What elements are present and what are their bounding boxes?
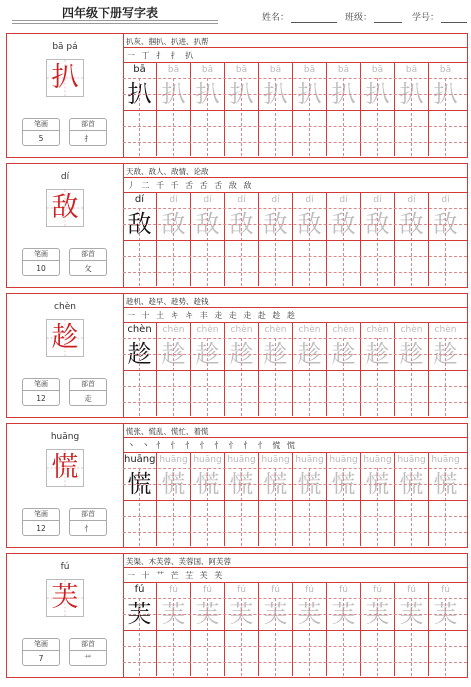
cell-char: 敌 — [195, 210, 220, 238]
cell-pinyin: dí — [305, 195, 314, 205]
char-display-box — [46, 449, 84, 487]
cell-pinyin: huāng — [124, 454, 156, 465]
char-display-box — [46, 319, 84, 357]
cell-pinyin: bā — [235, 65, 248, 75]
cell-char: 慌 — [127, 470, 152, 498]
cell-pinyin: chèn — [196, 325, 219, 335]
cell-char: 芙 — [263, 600, 288, 628]
char-section — [6, 553, 468, 678]
cell-pinyin: huāng — [227, 455, 256, 465]
grid-guide — [377, 78, 378, 156]
cell-char: 芙 — [399, 600, 424, 628]
grid-guide — [275, 468, 276, 546]
grid-guide — [123, 354, 467, 355]
grid-guide — [123, 516, 467, 517]
grid-guide — [123, 224, 467, 225]
cell-pinyin: bā — [337, 65, 350, 75]
cell-pinyin: dí — [134, 194, 145, 205]
grid-guide — [207, 468, 208, 546]
cell-pinyin: chèn — [434, 325, 457, 335]
cell-char: 趁 — [229, 340, 254, 368]
cell-pinyin: chèn — [366, 325, 389, 335]
grid-guide — [173, 468, 174, 546]
cell-char: 扒 — [263, 80, 288, 108]
grid-guide — [123, 484, 467, 485]
grid-guide — [139, 78, 140, 156]
grid-guide — [445, 468, 446, 546]
cell-pinyin: dí — [441, 195, 450, 205]
cell-pinyin: dí — [169, 195, 178, 205]
cell-char: 扒 — [161, 80, 186, 108]
radical: 扌 — [84, 134, 92, 143]
stroke-count-box: 笔画 5 — [22, 118, 60, 146]
grid-guide — [377, 468, 378, 546]
grid-guide — [139, 468, 140, 546]
cell-char: 扒 — [365, 80, 390, 108]
grid-guide — [377, 598, 378, 676]
radical-box: 部首 攵 — [69, 248, 107, 276]
grid-guide — [343, 208, 344, 286]
grid-guide — [123, 142, 467, 143]
row-divider — [123, 630, 467, 631]
grid-guide — [275, 78, 276, 156]
cell-char: 芙 — [365, 600, 390, 628]
grid-guide — [139, 598, 140, 676]
cell-pinyin: dí — [237, 195, 246, 205]
cell-char: 趁 — [297, 340, 322, 368]
grid-guide — [309, 78, 310, 156]
grid-guide — [123, 614, 467, 615]
grid-guide — [123, 256, 467, 257]
cell-char: 扒 — [297, 80, 322, 108]
grid-guide — [411, 338, 412, 416]
cell-char: 敌 — [127, 210, 152, 238]
cell-pinyin: huāng — [363, 455, 392, 465]
radical-box: 部首 忄 — [69, 508, 107, 536]
char-info-panel — [7, 34, 124, 157]
cell-pinyin: fú — [134, 584, 145, 595]
grid-guide — [445, 78, 446, 156]
cell-pinyin: huāng — [397, 455, 426, 465]
cell-char: 慌 — [229, 470, 254, 498]
grid-guide — [241, 208, 242, 286]
stroke-count: 7 — [38, 654, 44, 663]
radical: 攵 — [84, 264, 92, 273]
grid-guide — [207, 338, 208, 416]
cell-char: 趁 — [433, 340, 458, 368]
cell-char: 扒 — [331, 80, 356, 108]
practice-area — [123, 164, 467, 287]
grid-guide — [123, 662, 467, 663]
grid-guide — [309, 338, 310, 416]
cell-char: 芙 — [433, 600, 458, 628]
cell-pinyin: chèn — [298, 325, 321, 335]
cell-pinyin: fú — [203, 585, 212, 595]
grid-guide — [207, 78, 208, 156]
practice-area — [123, 294, 467, 417]
cell-char: 芙 — [229, 600, 254, 628]
grid-guide — [123, 78, 467, 79]
grid-guide — [275, 338, 276, 416]
grid-guide — [207, 598, 208, 676]
grid-guide — [123, 598, 467, 599]
cell-pinyin: fú — [271, 585, 280, 595]
grid-guide — [173, 598, 174, 676]
cell-pinyin: fú — [305, 585, 314, 595]
grid-guide — [343, 338, 344, 416]
char-info-panel — [7, 294, 124, 417]
cell-pinyin: fú — [407, 585, 416, 595]
cell-char: 敌 — [229, 210, 254, 238]
grid-guide — [275, 208, 276, 286]
stroke-count-box: 笔画 12 — [22, 378, 60, 406]
grid-guide — [275, 598, 276, 676]
words-divider — [123, 177, 467, 178]
grid-guide — [123, 532, 467, 533]
stroke-order: 一 十 艹 芒 芏 芙 芙 — [127, 571, 225, 580]
grid-guide — [139, 208, 140, 286]
cell-pinyin: huāng — [431, 455, 460, 465]
cell-char: 慌 — [263, 470, 288, 498]
words-divider — [123, 437, 467, 438]
grid-guide — [123, 338, 467, 339]
cell-pinyin: dí — [339, 195, 348, 205]
cell-pinyin: chèn — [127, 324, 152, 335]
cell-pinyin: fú — [339, 585, 348, 595]
grid-guide — [445, 598, 446, 676]
cell-pinyin: chèn — [400, 325, 423, 335]
stroke-count: 12 — [36, 524, 46, 533]
grid-guide — [309, 598, 310, 676]
char-display-box — [46, 579, 84, 617]
grid-guide — [445, 208, 446, 286]
words-divider — [123, 307, 467, 308]
cell-pinyin: bā — [371, 65, 384, 75]
cell-pinyin: fú — [441, 585, 450, 595]
cell-char: 芙 — [195, 600, 220, 628]
grid-guide — [241, 598, 242, 676]
practice-area — [123, 34, 467, 157]
cell-char: 敌 — [331, 210, 356, 238]
cell-pinyin: huāng — [329, 455, 358, 465]
cell-char: 慌 — [365, 470, 390, 498]
char-pinyin: huāng — [50, 432, 80, 442]
radical: 艹 — [84, 654, 92, 663]
char-section — [6, 163, 468, 288]
grid-guide — [123, 208, 467, 209]
cell-char: 敌 — [433, 210, 458, 238]
cell-pinyin: dí — [203, 195, 212, 205]
practice-area — [123, 554, 467, 677]
words-divider — [123, 47, 467, 48]
grid-guide — [411, 468, 412, 546]
cell-char: 趁 — [195, 340, 220, 368]
cell-char: 芙 — [127, 600, 152, 628]
cell-pinyin: fú — [169, 585, 178, 595]
cell-pinyin: chèn — [332, 325, 355, 335]
char-display-box — [46, 59, 84, 97]
char-pinyin: bā pá — [52, 42, 78, 52]
cell-char: 扒 — [195, 80, 220, 108]
name-field[interactable]: 姓名： — [262, 10, 337, 23]
example-words: 天敌、敌人、敌情、论敌 — [126, 167, 209, 176]
cell-char: 扒 — [229, 80, 254, 108]
char-large: 敌 — [51, 192, 79, 223]
row-divider — [123, 240, 467, 241]
cell-char: 扒 — [127, 80, 152, 108]
grid-guide — [411, 208, 412, 286]
char-section — [6, 33, 468, 158]
char-pinyin: dí — [60, 172, 70, 182]
grid-guide — [139, 338, 140, 416]
cell-char: 慌 — [297, 470, 322, 498]
stroke-order: 一 十 土 キ キ 丰 走 走 走 赴 趁 趁 — [127, 311, 297, 320]
cell-pinyin: fú — [373, 585, 382, 595]
cell-char: 趁 — [331, 340, 356, 368]
cell-char: 敌 — [161, 210, 186, 238]
grid-guide — [343, 598, 344, 676]
grid-guide — [123, 402, 467, 403]
cell-char: 扒 — [399, 80, 424, 108]
cell-pinyin: bā — [133, 64, 146, 75]
stroke-order: 丿 二 千 千 舌 舌 舌 敌 敌 — [127, 181, 254, 190]
cell-char: 慌 — [161, 470, 186, 498]
practice-area — [123, 424, 467, 547]
radical-box: 部首 扌 — [69, 118, 107, 146]
stroke-count: 5 — [38, 134, 44, 143]
cell-pinyin: dí — [407, 195, 416, 205]
grid-guide — [173, 208, 174, 286]
grid-guide — [173, 338, 174, 416]
grid-guide — [411, 78, 412, 156]
char-info-panel — [7, 554, 124, 677]
row-divider — [123, 370, 467, 371]
cell-char: 慌 — [331, 470, 356, 498]
grid-guide — [377, 208, 378, 286]
radical: 走 — [84, 394, 92, 403]
cell-pinyin: bā — [405, 65, 418, 75]
grid-guide — [123, 94, 467, 95]
student-id-field[interactable]: 学号： — [412, 10, 467, 23]
cell-char: 趁 — [365, 340, 390, 368]
cell-char: 慌 — [433, 470, 458, 498]
char-large: 芙 — [51, 582, 79, 613]
cell-pinyin: huāng — [295, 455, 324, 465]
grid-guide — [241, 338, 242, 416]
grid-guide — [207, 208, 208, 286]
example-words: 趁机、趁早、趁势、趁钱 — [126, 297, 209, 306]
char-large: 慌 — [51, 452, 79, 483]
row-divider — [123, 110, 467, 111]
example-words: 扒灰、掴扒、扒进、扒帮 — [126, 37, 209, 46]
char-section — [6, 293, 468, 418]
cell-pinyin: chèn — [264, 325, 287, 335]
row-divider — [123, 500, 467, 501]
cell-char: 芙 — [331, 600, 356, 628]
cell-char: 敌 — [399, 210, 424, 238]
cell-char: 敌 — [297, 210, 322, 238]
class-field[interactable]: 班级： — [345, 10, 402, 23]
cell-char: 慌 — [195, 470, 220, 498]
stroke-order: 丶 丶 忄 忄 忄 忄 忄 忄 忄 忄 慌 慌 — [127, 441, 297, 450]
grid-guide — [309, 208, 310, 286]
grid-guide — [411, 598, 412, 676]
cell-char: 扒 — [433, 80, 458, 108]
cell-char: 趁 — [263, 340, 288, 368]
grid-guide — [377, 338, 378, 416]
char-large: 扒 — [51, 62, 79, 93]
char-pinyin: chèn — [54, 302, 76, 312]
cell-char: 慌 — [399, 470, 424, 498]
grid-guide — [123, 386, 467, 387]
example-words: 芙渠、木芙蓉、芙蓉国、阿芙蓉 — [126, 557, 231, 566]
stroke-count: 12 — [36, 394, 46, 403]
grid-guide — [309, 468, 310, 546]
cell-char: 敌 — [365, 210, 390, 238]
stroke-order: 一 丁 扌 扌 扒 — [127, 51, 196, 60]
cell-pinyin: huāng — [261, 455, 290, 465]
cell-char: 趁 — [399, 340, 424, 368]
cell-pinyin: bā — [201, 65, 214, 75]
char-display-box — [46, 189, 84, 227]
cell-char: 芙 — [161, 600, 186, 628]
cell-pinyin: bā — [167, 65, 180, 75]
cell-pinyin: chèn — [162, 325, 185, 335]
grid-guide — [123, 272, 467, 273]
grid-guide — [343, 468, 344, 546]
cell-pinyin: bā — [303, 65, 316, 75]
grid-guide — [123, 468, 467, 469]
grid-guide — [343, 78, 344, 156]
cell-pinyin: chèn — [230, 325, 253, 335]
worksheet-header — [0, 0, 471, 30]
worksheet-title: 四年级下册写字表 — [62, 6, 159, 20]
title-underline — [12, 20, 218, 21]
grid-guide — [123, 126, 467, 127]
grid-guide — [241, 78, 242, 156]
grid-guide — [123, 646, 467, 647]
stroke-count-box: 笔画 12 — [22, 508, 60, 536]
cell-pinyin: dí — [271, 195, 280, 205]
title-underline-2 — [12, 23, 218, 24]
char-info-panel — [7, 164, 124, 287]
stroke-count: 10 — [36, 264, 46, 273]
char-section — [6, 423, 468, 548]
cell-pinyin: huāng — [193, 455, 222, 465]
stroke-count-box: 笔画 7 — [22, 638, 60, 666]
grid-guide — [445, 338, 446, 416]
grid-guide — [173, 78, 174, 156]
char-info-panel — [7, 424, 124, 547]
radical-box: 部首 走 — [69, 378, 107, 406]
cell-pinyin: fú — [237, 585, 246, 595]
cell-pinyin: dí — [373, 195, 382, 205]
cell-pinyin: bā — [439, 65, 452, 75]
radical: 忄 — [84, 524, 92, 533]
example-words: 慌张、慌乱、慌忙、着慌 — [126, 427, 209, 436]
char-large: 趁 — [51, 322, 79, 353]
cell-char: 趁 — [127, 340, 152, 368]
words-divider — [123, 567, 467, 568]
cell-pinyin: huāng — [159, 455, 188, 465]
cell-char: 趁 — [161, 340, 186, 368]
grid-guide — [241, 468, 242, 546]
char-pinyin: fú — [60, 562, 70, 572]
cell-char: 敌 — [263, 210, 288, 238]
cell-pinyin: bā — [269, 65, 282, 75]
radical-box: 部首 艹 — [69, 638, 107, 666]
cell-char: 芙 — [297, 600, 322, 628]
stroke-count-box: 笔画 10 — [22, 248, 60, 276]
